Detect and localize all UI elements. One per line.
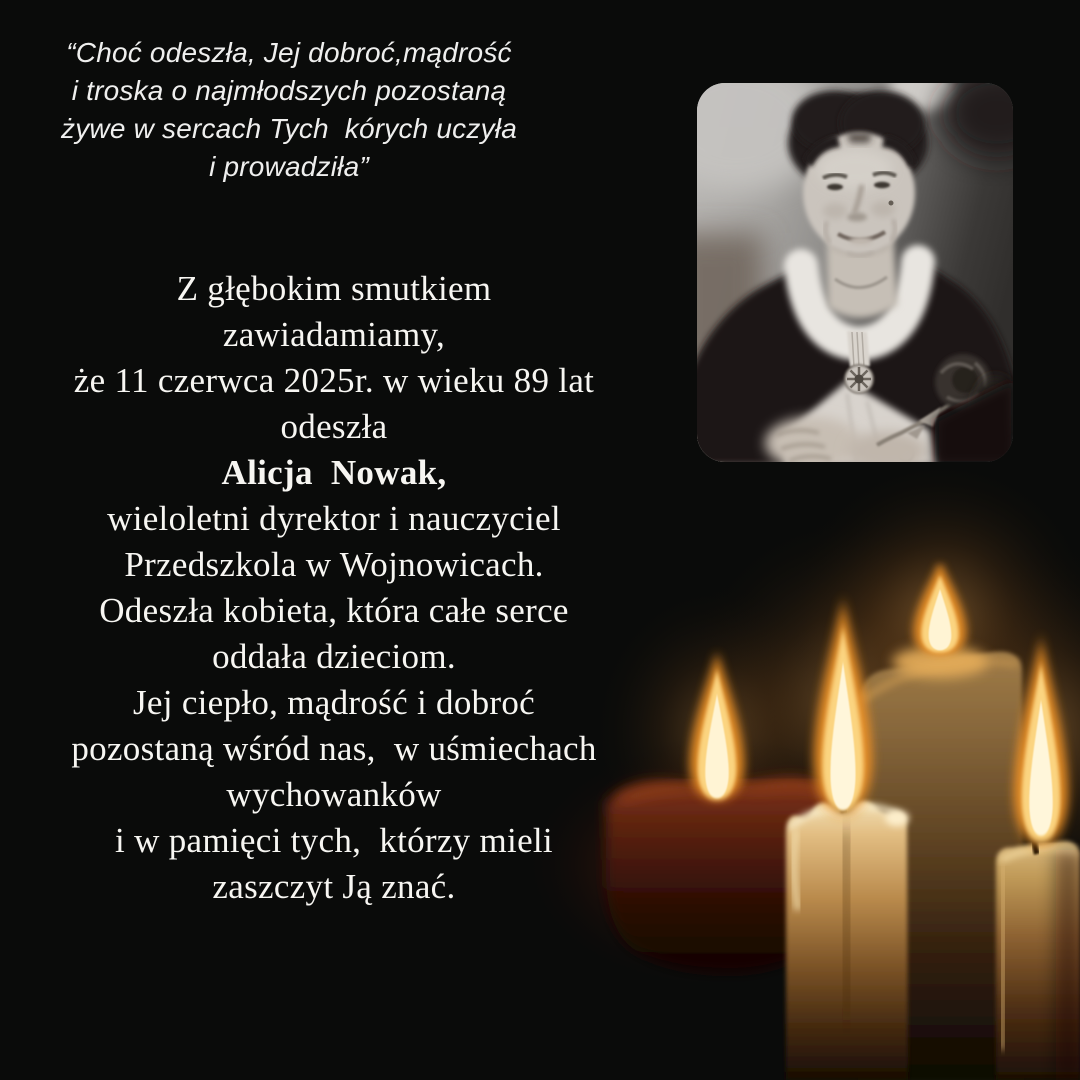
announcement-line: i w pamięci tych, którzy mieli <box>115 821 553 860</box>
quote-line: “Choć odeszła, Jej dobroć,mądrość <box>66 37 512 68</box>
announcement-line: że 11 czerwca 2025r. w wieku 89 lat <box>73 361 595 400</box>
announcement-line: wychowanków <box>226 775 442 814</box>
deceased-name: Alicja Nowak, <box>221 453 447 492</box>
announcement-line: zaszczyt Ją znać. <box>212 867 456 906</box>
announcement-line: odeszła <box>280 407 388 446</box>
announcement-line: Z głębokim smutkiem <box>176 269 492 308</box>
portrait-photo <box>697 83 1013 462</box>
announcement-line: oddała dzieciom. <box>212 637 456 676</box>
quote-line: żywe w sercach Tych kórych uczyła <box>61 113 517 144</box>
quote-line: i prowadziła” <box>209 151 369 182</box>
memorial-quote <box>20 34 558 186</box>
announcement-line: Przedszkola w Wojnowicach. <box>124 545 544 584</box>
portrait-illustration <box>697 83 1013 462</box>
announcement-text <box>16 266 652 910</box>
announcement-line: Odeszła kobieta, która całe serce <box>99 591 569 630</box>
quote-line: i troska o najmłodszych pozostaną <box>71 75 507 106</box>
announcement-line: zawiadamiamy, <box>222 315 446 354</box>
announcement-line: Jej ciepło, mądrość i dobroć <box>132 683 536 722</box>
announcement-line: wieloletni dyrektor i nauczyciel <box>107 499 561 538</box>
announcement-line: pozostaną wśród nas, w uśmiechach <box>71 729 597 768</box>
